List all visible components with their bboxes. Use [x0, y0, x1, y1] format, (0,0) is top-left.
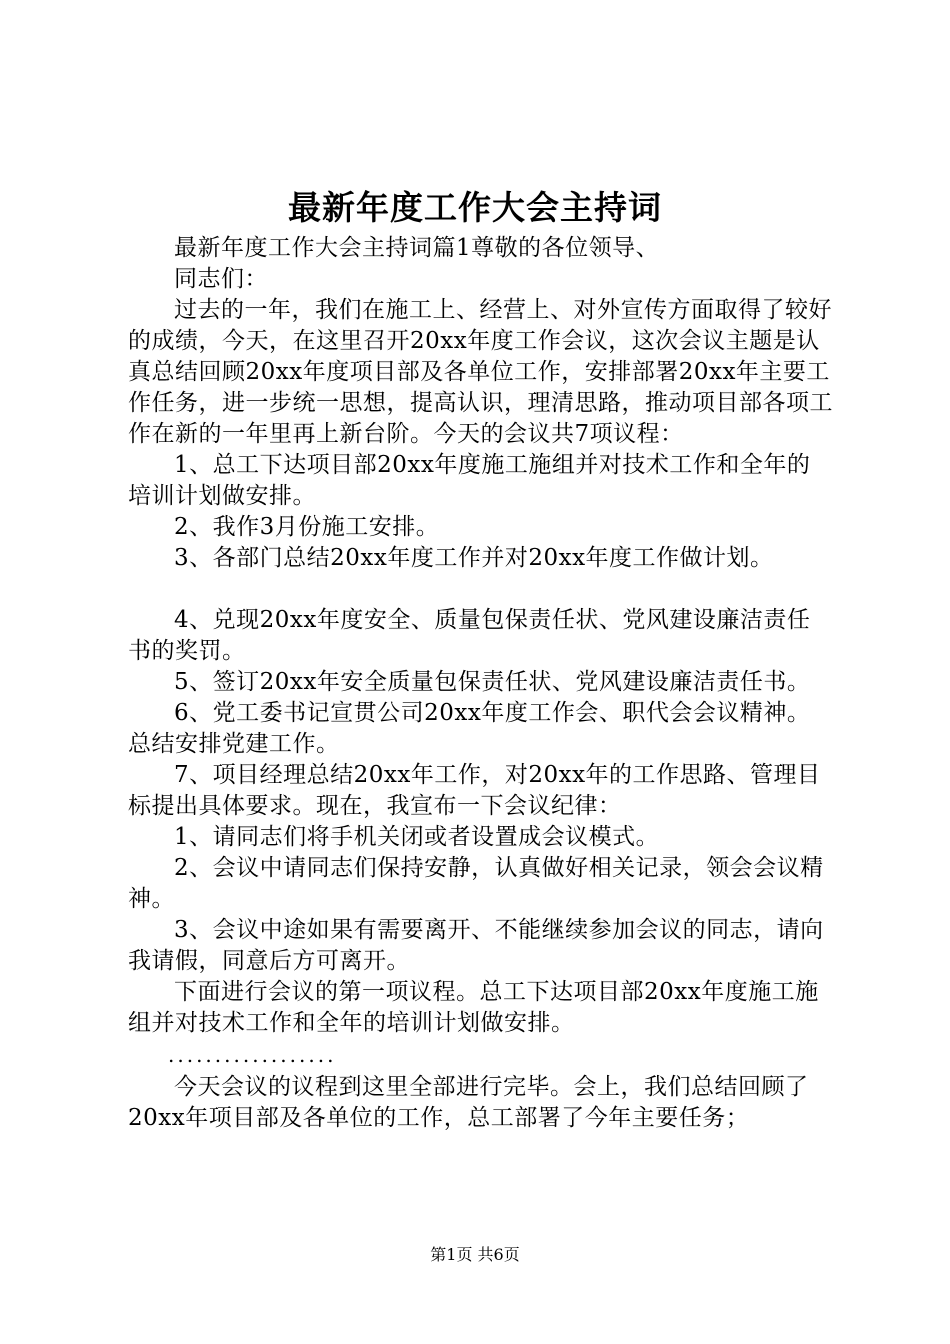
- paragraph: 7、项目经理总结20xx年工作，对20xx年的工作思路、管理目标提出具体要求。现在，我宣布一下会议纪律：: [128, 762, 821, 819]
- document-title: 最新年度工作大会主持词: [288, 188, 662, 227]
- document-body: [128, 233, 833, 1134]
- paragraph: 6、党工委书记宣贯公司20xx年度工作会、职代会会议精神。总结安排党建工作。: [128, 700, 811, 757]
- paragraph: 最新年度工作大会主持词篇1尊敬的各位领导、: [174, 235, 660, 261]
- paragraph: 同志们：: [174, 266, 268, 292]
- paragraph: 1、总工下达项目部20xx年度施工施组并对技术工作和全年的培训计划做安排。: [128, 452, 811, 509]
- paragraph: 1、请同志们将手机关闭或者设置成会议模式。: [174, 824, 660, 850]
- paragraph: 过去的一年，我们在施工上、经营上、对外宣传方面取得了较好的成绩，今天，在这里召开20xx年度工作会议，这次会议主题是认真总结回顾20xx年度项目部及各单位工作，安排部署20xx年主要工作任务，进一步统一思想，提高认识，理清思路，推动项目部各项工作在新的一年里再上新台阶。今天的会议共7项议程：: [128, 297, 833, 447]
- paragraph: 下面进行会议的第一项议程。总工下达项目部20xx年度施工施组并对技术工作和全年的培训计划做安排。: [128, 979, 819, 1036]
- paragraph: 2、会议中请同志们保持安静，认真做好相关记录，领会会议精神。: [128, 855, 824, 912]
- paragraph: 4、兑现20xx年度安全、质量包保责任状、党风建设廉洁责任书的奖罚。: [128, 607, 811, 664]
- paragraph: 今天会议的议程到这里全部进行完毕。会上，我们总结回顾了20xx年项目部及各单位的工作，总工部署了今年主要任务；: [128, 1074, 809, 1131]
- paragraph: 3、会议中途如果有需要离开、不能继续参加会议的同志，请向我请假，同意后方可离开。: [128, 917, 824, 974]
- paragraph: 2、我作3月份施工安排。: [174, 514, 440, 540]
- paragraph: 3、各部门总结20xx年度工作并对20xx年度工作做计划。: [174, 545, 774, 571]
- page-number-footer: 第1页 共6页: [430, 1245, 520, 1264]
- paragraph: 5、签订20xx年安全质量包保责任状、党风建设廉洁责任书。: [174, 669, 811, 695]
- ellipsis-divider: ..................: [168, 1043, 337, 1067]
